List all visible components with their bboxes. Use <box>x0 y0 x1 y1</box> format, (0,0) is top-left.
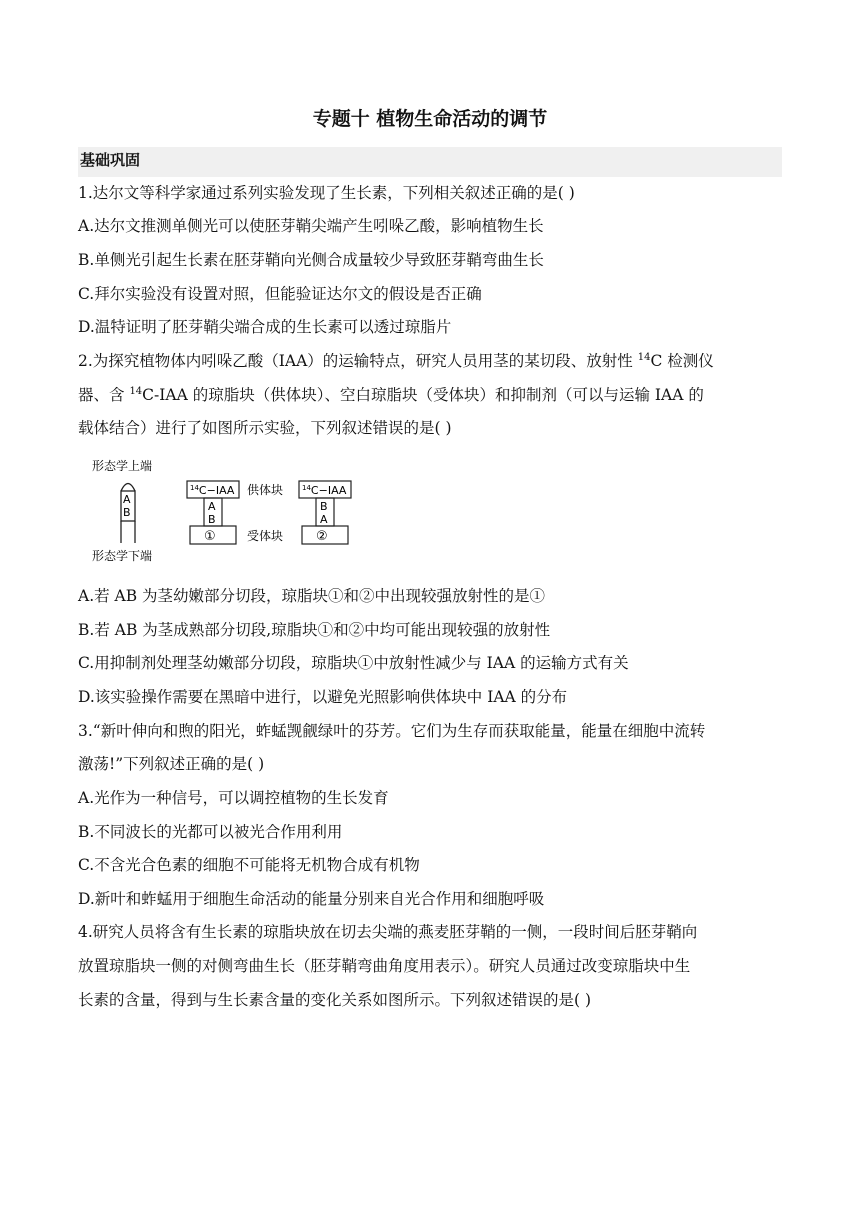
q2-option-d: D.该实验操作需要在黑暗中进行，以避免光照影响供体块中 IAA 的分布 <box>78 688 568 706</box>
q1-option-d: D.温特证明了胚芽鞘尖端合成的生长素可以透过琼脂片 <box>78 318 452 336</box>
q3-stem-line1: 3.“新叶伸向和煦的阳光，蚱蜢觊觎绿叶的芬芳。它们为生存而获取能量，能量在细胞中流转 <box>78 722 706 740</box>
q3-stem-line2: 激荡!”下列叙述正确的是( ) <box>78 755 265 773</box>
q4-stem-line1: 4.研究人员将含有生长素的琼脂块放在切去尖端的燕麦胚芽鞘的一侧，一段时间后胚芽鞘向 <box>78 923 698 941</box>
svg-text:B: B <box>208 513 216 526</box>
block-1-label: ① <box>204 529 216 544</box>
experiment-figure <box>90 456 360 568</box>
fig-bottom-label: 形态学下端 <box>92 549 153 563</box>
stem-tip <box>121 484 135 492</box>
q3-option-d: D.新叶和蚱蜢用于细胞生命活动的能量分别来自光合作用和细胞呼吸 <box>78 890 545 908</box>
svg-text:A: A <box>208 500 216 513</box>
q3-option-c: C.不含光合色素的细胞不可能将无机物合成有机物 <box>78 856 420 874</box>
q1-stem: 1.达尔文等科学家通过系列实验发现了生长素，下列相关叙述正确的是( ) <box>78 184 575 202</box>
q1-option-b: B.单侧光引起生长素在胚芽鞘向光侧合成量较少导致胚芽鞘弯曲生长 <box>78 251 544 269</box>
q4-stem-line3: 长素的含量，得到与生长素含量的变化关系如图所示。下列叙述错误的是( ) <box>78 991 592 1009</box>
svg-text:A: A <box>320 513 328 526</box>
q1-option-c: C.拜尔实验没有设置对照，但能验证达尔文的假设是否正确 <box>78 285 482 303</box>
q1-option-a: A.达尔文推测单侧光可以使胚芽鞘尖端产生吲哚乙酸，影响植物生长 <box>78 217 544 235</box>
page-title: 专题十 植物生命活动的调节 <box>312 108 548 130</box>
receiver-label: 受体块 <box>247 529 284 543</box>
q2-option-c: C.用抑制剂处理茎幼嫩部分切段，琼脂块①中放射性减少与 IAA 的运输方式有关 <box>78 654 629 672</box>
q3-option-a: A.光作为一种信号，可以调控植物的生长发育 <box>78 789 389 807</box>
stem-label-a: A <box>123 493 131 506</box>
stem-label-b: B <box>123 506 131 519</box>
block-2-label: ② <box>316 529 328 544</box>
donor-label: 供体块 <box>247 483 284 497</box>
q3-option-b: B.不同波长的光都可以被光合作用利用 <box>78 823 343 841</box>
q2-stem-line2: 器、含 $^{14}$C-IAA 的琼脂块（供体块）、空白琼脂块（受体块）和抑制剂（可以与运输 IAA 的 <box>78 386 704 404</box>
fig-top-label: 形态学上端 <box>92 459 153 473</box>
q4-stem-line2: 放置琼脂块一侧的对侧弯曲生长（胚芽鞘弯曲角度用表示）。研究人员通过改变琼脂块中生 <box>78 957 691 975</box>
donor-text-1: $^{14}$C−IAA <box>190 484 235 497</box>
q2-stem-line1: 2.为探究植物体内吲哚乙酸（IAA）的运输特点，研究人员用茎的某切段、放射性 $^{14}$C 检测仪 <box>78 352 714 370</box>
q2-stem-line3: 载体结合）进行了如图所示实验，下列叙述错误的是( ) <box>78 419 452 437</box>
donor-text-2: $^{14}$C−IAA <box>302 484 347 497</box>
q2-option-b: B.若 AB 为茎成熟部分切段,琼脂块①和②中均可能出现较强的放射性 <box>78 621 551 639</box>
svg-text:B: B <box>320 500 328 513</box>
section-header: 基础巩固 <box>78 147 782 177</box>
q2-option-a: A.若 AB 为茎幼嫩部分切段，琼脂块①和②中出现较强放射性的是① <box>78 587 546 605</box>
